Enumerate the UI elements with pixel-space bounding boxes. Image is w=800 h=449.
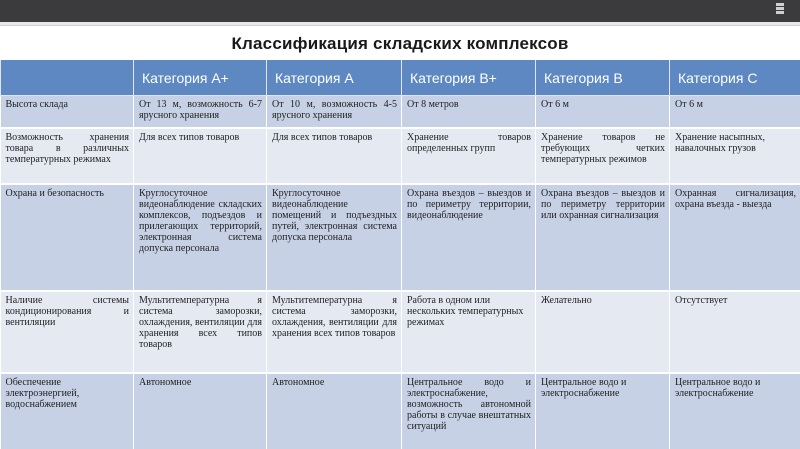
row-label: Возможность хранения товара в различных температурных режимах — [1, 128, 134, 184]
table-cell: Хранение насыпных, навалочных грузов — [670, 128, 800, 184]
slide-top-bar — [0, 0, 800, 22]
table-cell: Центральное водо и электроснабжение — [670, 373, 800, 449]
table-row — [1, 184, 800, 291]
slide-top-accent — [0, 22, 800, 26]
table-cell: Охрана въездов – выездов и по периметру территории или охранная сигнализация — [536, 184, 670, 291]
table-cell: От 10 м, возможность 4-5 ярусного хранения — [267, 96, 402, 129]
table-cell: Центральное водо и электроснабжение — [536, 373, 670, 449]
table-cell: Отсутствует — [670, 291, 800, 373]
table-row — [1, 373, 800, 449]
table-cell: Работа в одном или нескольких температурных режимах — [402, 291, 536, 373]
classification-table — [0, 60, 800, 449]
table-cell: Круглосуточное видеонаблюдение складских комплексов, подъездов и прилегающих территорий, электронная система допуска персонала — [134, 184, 267, 291]
table-cell: От 13 м, возможность 6-7 ярусного хранения — [134, 96, 267, 129]
table-cell: Мультитемпературна я система заморозки, охлаждения, вентиляции для хранения всех типов товаров — [267, 291, 402, 373]
row-label: Наличие системы кондиционирования и вентиляции — [1, 291, 134, 373]
header-cell-category-b: Категория В — [536, 60, 670, 96]
row-label: Обеспечение электроэнергией, водоснабжением — [1, 373, 134, 449]
header-cell-category-b-plus: Категория В+ — [402, 60, 536, 96]
table-cell: Хранение товаров определенных групп — [402, 128, 536, 184]
table-cell: Круглосуточное видеонаблюдение помещений и подъездных путей, электронная система допуска персонала — [267, 184, 402, 291]
table-cell: Мультитемпературна я система заморозки, охлаждения, вентиляции для хранения всех типов товаров — [134, 291, 267, 373]
table-cell: Автономное — [267, 373, 402, 449]
table-cell: Желательно — [536, 291, 670, 373]
header-cell-empty — [1, 60, 134, 96]
slide-title: Классификация складских комплексов — [231, 34, 569, 53]
header-cell-category-a-plus: Категория А+ — [134, 60, 267, 96]
row-label: Охрана и безопасность — [1, 184, 134, 291]
table-cell: Охрана въездов – выездов и по периметру территории, видеонаблюдение — [402, 184, 536, 291]
table-row — [1, 291, 800, 373]
table-cell: Центральное водо и электроснабжение, возможность автономной работы в случае внештатных ситуаций — [402, 373, 536, 449]
table-cell: От 8 метров — [402, 96, 536, 129]
table-cell: Охранная сигнализация, охрана въезда - выезда — [670, 184, 800, 291]
table-header-row — [1, 60, 800, 96]
row-label: Высота склада — [1, 96, 134, 129]
table-cell: От 6 м — [536, 96, 670, 129]
header-cell-category-a: Категория А — [267, 60, 402, 96]
table-cell: Автономное — [134, 373, 267, 449]
classification-table-container — [0, 60, 800, 449]
table-row — [1, 96, 800, 129]
header-cell-category-c: Категория С — [670, 60, 800, 96]
table-cell: Для всех типов товаров — [134, 128, 267, 184]
table-cell: От 6 м — [670, 96, 800, 129]
table-cell: Хранение товаров не требующих четких температурных режимов — [536, 128, 670, 184]
slide-corner-mark — [776, 3, 784, 17]
table-cell: Для всех типов товаров — [267, 128, 402, 184]
table-row — [1, 128, 800, 184]
